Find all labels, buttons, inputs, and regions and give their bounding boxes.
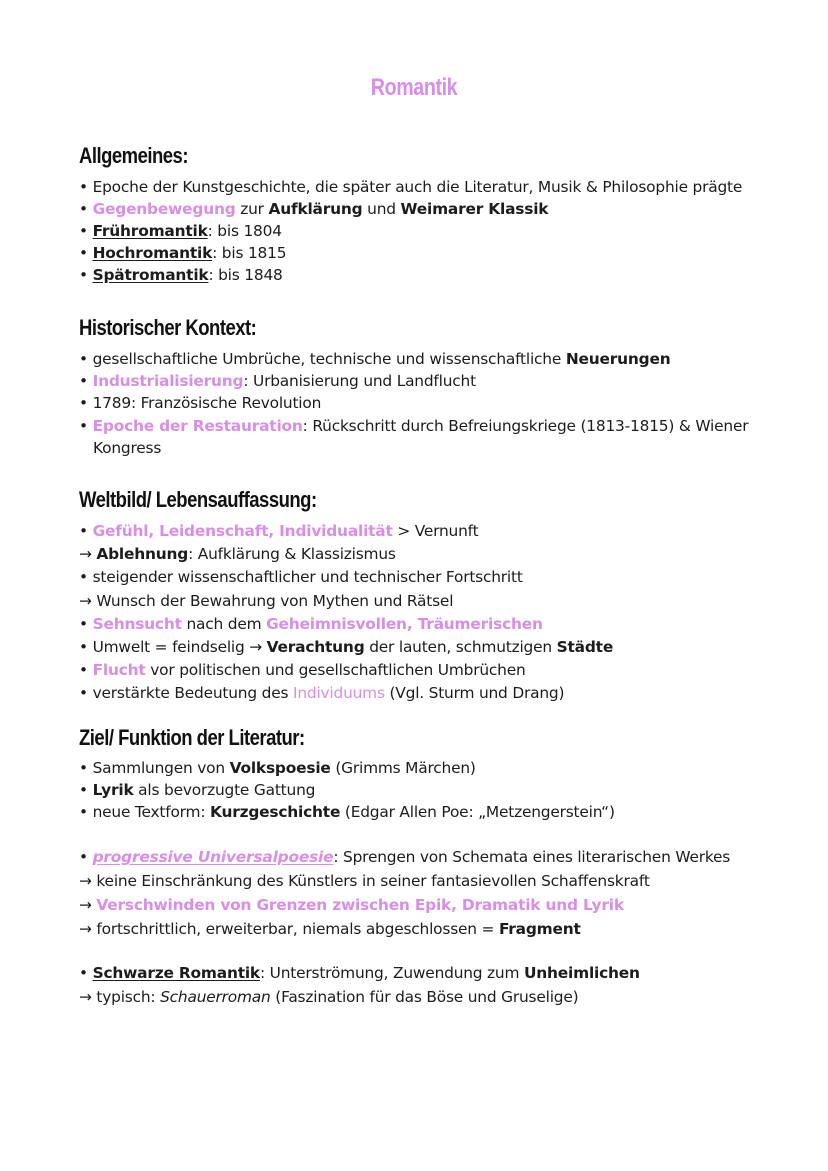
list-item: • verstärkte Bedeutung des Individuums (Vgl. Sturm und Drang) — [79, 684, 565, 702]
list-item: → typisch: Schauerroman (Faszination für das Böse und Gruselige) — [79, 988, 579, 1006]
list-item: • Flucht vor politischen und gesellschaftlichen Umbrüchen — [79, 661, 526, 679]
heading-ziel-funktion: Ziel/ Funktion der Literatur: — [79, 725, 305, 750]
list-item: • Lyrik als bevorzugte Gattung — [79, 781, 316, 799]
heading-allgemeines: Allgemeines: — [79, 143, 188, 168]
list-item: → Verschwinden von Grenzen zwischen Epik, Dramatik und Lyrik — [79, 896, 624, 914]
list-item: • neue Textform: Kurzgeschichte (Edgar Allen Poe: „Metzengerstein“) — [79, 803, 615, 821]
heading-historischer-kontext: Historischer Kontext: — [79, 315, 257, 340]
list-item: → Wunsch der Bewahrung von Mythen und Rätsel — [79, 592, 454, 610]
list-item: • Industrialisierung: Urbanisierung und Landflucht — [79, 372, 476, 390]
list-item: • Gefühl, Leidenschaft, Individualität > Vernunft — [79, 522, 479, 540]
list-item: → keine Einschränkung des Künstlers in seiner fantasievollen Schaffenskraft — [79, 872, 650, 890]
list-item: • Epoche der Restauration: Rückschritt durch Befreiungskriege (1813-1815) & Wiener — [79, 417, 749, 435]
list-item: → Ablehnung: Aufklärung & Klassizismus — [79, 545, 396, 563]
list-item: • steigender wissenschaftlicher und technischer Fortschritt — [79, 568, 523, 586]
heading-weltbild: Weltbild/ Lebensauffassung: — [79, 487, 317, 512]
list-item: • Schwarze Romantik: Unterströmung, Zuwendung zum Unheimlichen — [79, 964, 640, 982]
list-item: • Epoche der Kunstgeschichte, die später auch die Literatur, Musik & Philosophie prägte — [79, 178, 743, 196]
list-item-continuation: Kongress — [93, 439, 162, 457]
list-item: • Umwelt = feindselig → Verachtung der lauten, schmutzigen Städte — [79, 638, 614, 656]
list-item: • Hochromantik: bis 1815 — [79, 244, 287, 262]
list-item: • Sammlungen von Volkspoesie (Grimms Märchen) — [79, 759, 476, 777]
list-item: • Gegenbewegung zur Aufklärung und Weimarer Klassik — [79, 200, 549, 218]
list-item: → fortschrittlich, erweiterbar, niemals abgeschlossen = Fragment — [79, 920, 581, 938]
list-item: • progressive Universalpoesie: Sprengen von Schemata eines literarischen Werkes — [79, 848, 731, 866]
list-item: • Spätromantik: bis 1848 — [79, 266, 283, 284]
page-title: Romantik — [370, 74, 458, 101]
list-item: • gesellschaftliche Umbrüche, technische und wissenschaftliche Neuerungen — [79, 350, 671, 368]
list-item: • 1789: Französische Revolution — [79, 394, 322, 412]
list-item: • Sehnsucht nach dem Geheimnisvollen, Träumerischen — [79, 615, 543, 633]
list-item: • Frühromantik: bis 1804 — [79, 222, 282, 240]
